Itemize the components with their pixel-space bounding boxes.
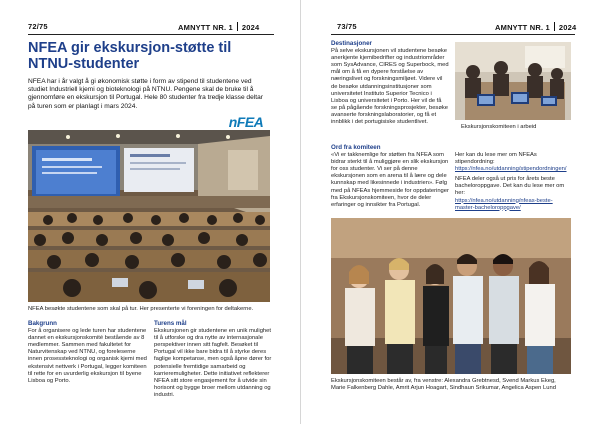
nfea-logo	[220, 112, 272, 132]
right-page-number: 73/75	[337, 22, 357, 31]
left-magazine-header	[178, 22, 259, 32]
right-magazine-name: AMNYTT NR. 1	[495, 23, 550, 32]
group-photo-caption: Ekskursjonskomiteen består av, fra venstre: Alexandra Grebtnesd, Svend Markus Ekeg, Marie Falkenberg Dahle, Amrit Arjun Hoagart, Sindhaun Srikumar, Angelica Aspen Lund	[331, 378, 556, 391]
turens-mal-heading: Turens mål	[154, 320, 187, 327]
turens-mal-section	[154, 320, 276, 399]
destinasjoner-heading: Destinasjoner	[331, 40, 372, 47]
committee-group-photo	[331, 218, 571, 374]
destinasjoner-section	[331, 40, 449, 126]
stipend-info-text: Her kan du lese mer om NFEAs stipendordning:	[455, 152, 537, 166]
header-divider	[237, 22, 238, 31]
turens-mal-text: Ekskursjonen gir studentene en unik mulighet til å utforske og dra nytte av internasjonale perspektiver innen sitt fagfelt. Besøket til Portugal vil ikke bare bidra til å styrke deres faglige kompetanse, men også åpne dører for potensielle fremtidige samarbeid og karrieremuligheter. Dette initiativet reflekterer NFEA sitt store engasjement for å utvide sin horisont og bygge broer mellom utdanning og industri.	[154, 328, 272, 398]
article-lead: NFEA har i år valgt å gi økonomisk støtte i form av stipend til studentene ved studiet Industriell kjemi og bioteknologi på NTNU. Pengene skal de bruke til å gjennomføre en ekskursjon til Portugal. Hele 80 studenter fra tredje klasse deltar på turen som er planlagt i mars 2024.	[28, 78, 263, 110]
ord-fra-komiteen-text: «Vi er takknemlige for støtten fra NFEA som bidrar sterkt til å muliggjøre en slik ekskursjon for oss studenter. Vi ser på denne ekskursjonen som en arena til å lære og dele kunnskap med likesinnede i industrien». Følg med på NFEAs hjemmeside for oppdateringer fra Ekskursjonskomiteen, hvor de deler erfaringer og innsikter fra Portugal.	[331, 152, 449, 208]
bakgrunn-text: For å organisere og lede turen har studentene dannet en ekskursjonskomité bestående av 8 medlemmer. Sammen med fakultetet for Naturvitenskap ved NTNU, og foreleserne innen prosessteknologi og organisk kjemi med ekstensivt nettverk i Portugal, legger komiteen til rette for en uvurderlig ekskursjon til byene Lisboa og Porto.	[28, 328, 147, 384]
right-running-header	[337, 22, 357, 31]
left-page-number: 72/75	[28, 22, 48, 31]
right-header-rule	[331, 34, 575, 35]
prize-info-text: NFEA deler også ut pris for årets beste bacheloroppgave. Det kan du lese mer om her:	[455, 176, 565, 197]
right-page	[300, 0, 600, 424]
lecture-hall-photo	[28, 130, 270, 302]
committee-working-caption: Ekskursjonskomiteen i arbeid	[461, 124, 537, 130]
prize-link[interactable]: https://nfea.no/utdanning/nfeas-beste-master-bacheloroppgave/	[455, 197, 553, 211]
bakgrunn-heading: Bakgrunn	[28, 320, 57, 327]
ord-fra-komiteen-section	[331, 144, 449, 209]
info-section	[455, 152, 571, 212]
left-year: 2024	[241, 23, 260, 32]
committee-working-photo	[455, 42, 571, 120]
ord-fra-komiteen-heading: Ord fra komiteen	[331, 144, 381, 151]
destinasjoner-text: På selve ekskursjonen vil studentene besøke anerkjente kjemibedrifter og industriområder som SysAdvance, CIRES og Superbock, med mål om å få en dypere forståelse av næringslivet og forskningsmiljøet. Videre vil de besøke utdanningsinstitusjoner som universitetet Instituto Superior Tecnico i Lisboa og universitetet i Porto. Her vil de få se på pågående forskningsprosjekter, besøke avanserte forskningslaboratorier, og få et innblikk i det portugisiske studentlivet.	[331, 48, 449, 126]
right-magazine-header	[495, 22, 576, 32]
header-divider	[554, 22, 555, 31]
bakgrunn-section	[28, 320, 148, 385]
nfea-logo-text: nFEA	[228, 114, 264, 130]
right-year: 2024	[558, 23, 577, 32]
left-running-header	[28, 22, 48, 31]
article-title: NFEA gir ekskursjon-støtte til NTNU-studenter	[28, 40, 232, 72]
lecture-photo-caption: NFEA besøkte studentene som skal på tur. Her presenterte vi foreningen for deltakerne.	[28, 306, 254, 312]
left-header-rule	[28, 34, 274, 35]
left-magazine-name: AMNYTT NR. 1	[178, 23, 233, 32]
stipend-link[interactable]: https://nfea.no/utdanning/stipendordningen/	[455, 166, 567, 173]
